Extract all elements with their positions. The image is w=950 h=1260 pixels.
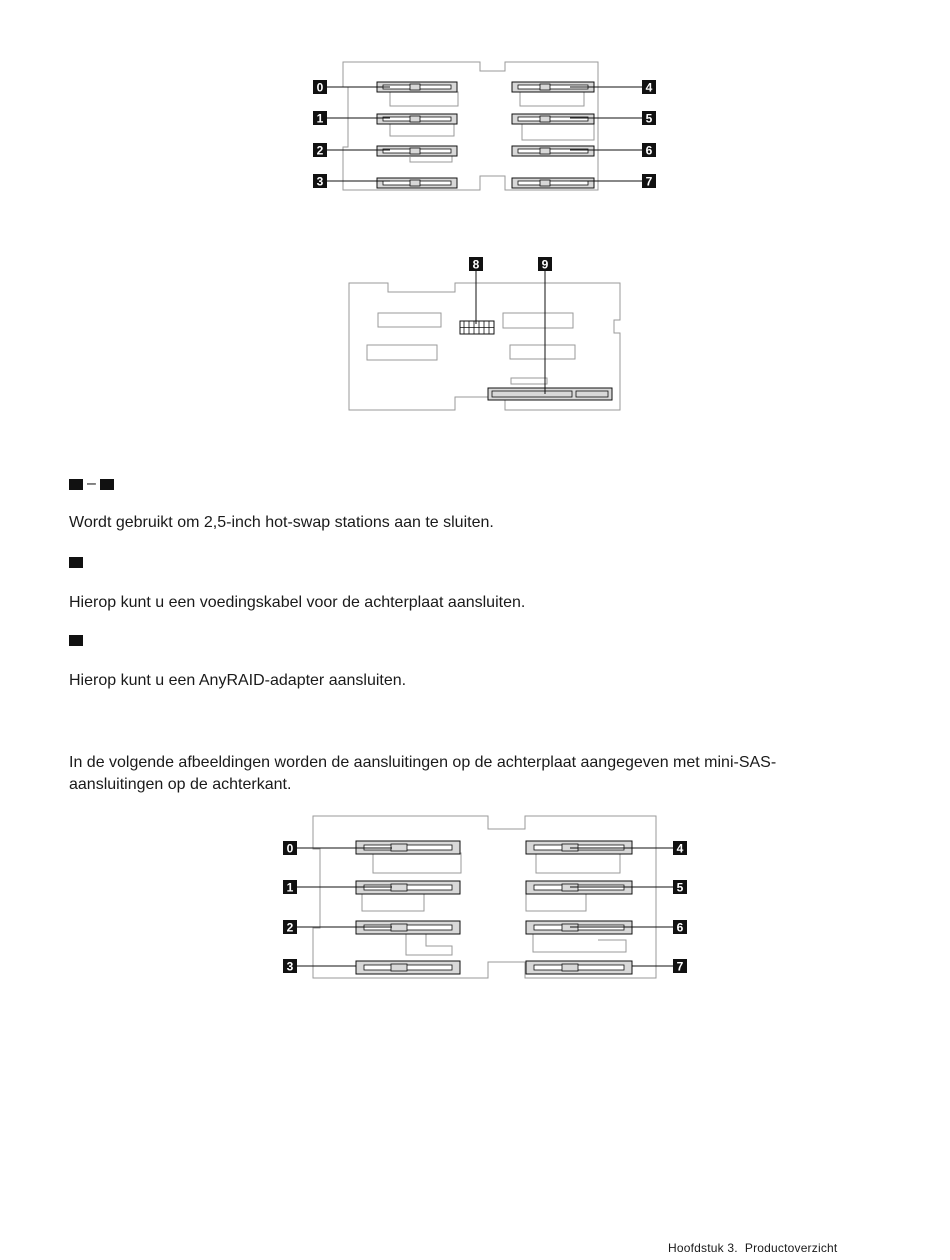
- svg-text:9: 9: [541, 257, 549, 272]
- svg-text:3: 3: [316, 174, 324, 189]
- callout-0: [283, 841, 297, 856]
- callout-marker: [69, 557, 83, 568]
- svg-text:5: 5: [676, 880, 684, 895]
- svg-text:4: 4: [645, 80, 653, 95]
- svg-text:6: 6: [676, 920, 684, 935]
- legend-range-marker: [69, 477, 114, 491]
- svg-text:5: 5: [645, 111, 653, 126]
- callout-marker-end: [100, 479, 114, 490]
- legend-item-power-connector: Hierop kunt u een voedingskabel voor de achterplaat aansluiten.: [69, 594, 526, 611]
- power-connector: [460, 321, 494, 334]
- callout-marker: [69, 635, 83, 646]
- callout-8: [469, 257, 483, 272]
- board-marking: [367, 345, 437, 360]
- board-marking: [536, 853, 620, 873]
- connector-6: [512, 146, 594, 156]
- board-outline: [343, 62, 598, 190]
- footer-chapter: Hoofdstuk 3.: [668, 1241, 738, 1255]
- legend-item-drive-connectors: Wordt gebruikt om 2,5-inch hot-swap stations aan te sluiten.: [69, 514, 494, 531]
- callout-3: [283, 959, 297, 974]
- legend-marker-anyraid: [69, 633, 83, 647]
- svg-text:6: 6: [645, 143, 653, 158]
- connector-3: [377, 178, 457, 188]
- callout-5: [673, 880, 687, 895]
- backplane-rear-figure: [349, 257, 620, 410]
- connector-2: [377, 146, 457, 156]
- svg-text:7: 7: [676, 959, 684, 974]
- connector-3: [356, 961, 460, 974]
- callout-marker-start: [69, 479, 83, 490]
- board-marking: [373, 853, 461, 873]
- svg-text:8: 8: [472, 257, 480, 272]
- board-marking: [390, 124, 454, 136]
- callout-1: [313, 111, 327, 126]
- callout-9: [538, 257, 552, 272]
- board-marking: [511, 378, 547, 384]
- callout-4: [642, 80, 656, 95]
- board-marking: [362, 893, 424, 911]
- board-marking: [520, 92, 584, 106]
- board-marking: [526, 893, 586, 911]
- connector-7: [526, 961, 632, 974]
- callout-7: [673, 959, 687, 974]
- anyraid-connector: [488, 388, 612, 400]
- connector-7: [512, 178, 594, 188]
- callout-5: [642, 111, 656, 126]
- footer-title: Productoverzicht: [744, 1241, 838, 1255]
- board-marking: [406, 934, 452, 955]
- intro-paragraph: In de volgende afbeeldingen worden de aansluitingen op de achterplaat aangegeven met mini-SAS-aansluitingen op de achterkant.: [69, 754, 777, 793]
- range-dash: –: [87, 475, 96, 492]
- callout-0: [313, 80, 327, 95]
- legend-marker-power: [69, 555, 83, 569]
- svg-text:1: 1: [286, 880, 294, 895]
- callout-6: [642, 143, 656, 158]
- board-marking: [503, 313, 573, 328]
- svg-text:7: 7: [645, 174, 653, 189]
- svg-text:4: 4: [676, 841, 684, 856]
- callout-1: [283, 880, 297, 895]
- svg-text:0: 0: [316, 80, 324, 95]
- callout-2: [313, 143, 327, 158]
- svg-text:3: 3: [286, 959, 294, 974]
- callout-4: [673, 841, 687, 856]
- page-footer: [668, 1241, 837, 1255]
- board-outline: [313, 816, 656, 978]
- board-marking: [533, 934, 626, 952]
- board-marking: [390, 92, 458, 106]
- connector-5: [512, 114, 594, 124]
- board-marking: [378, 313, 441, 327]
- board-marking: [410, 156, 452, 162]
- callout-6: [673, 920, 687, 935]
- connector-1: [377, 114, 457, 124]
- callout-3: [313, 174, 327, 189]
- svg-text:2: 2: [286, 920, 294, 935]
- svg-text:1: 1: [316, 111, 324, 126]
- callout-2: [283, 920, 297, 935]
- svg-text:2: 2: [316, 143, 324, 158]
- board-marking: [510, 345, 575, 359]
- board-marking: [522, 124, 594, 140]
- svg-text:0: 0: [286, 841, 294, 856]
- legend-item-anyraid-connector: Hierop kunt u een AnyRAID-adapter aansluiten.: [69, 672, 407, 689]
- callout-7: [642, 174, 656, 189]
- backplane-mini-sas-figure: [283, 816, 687, 978]
